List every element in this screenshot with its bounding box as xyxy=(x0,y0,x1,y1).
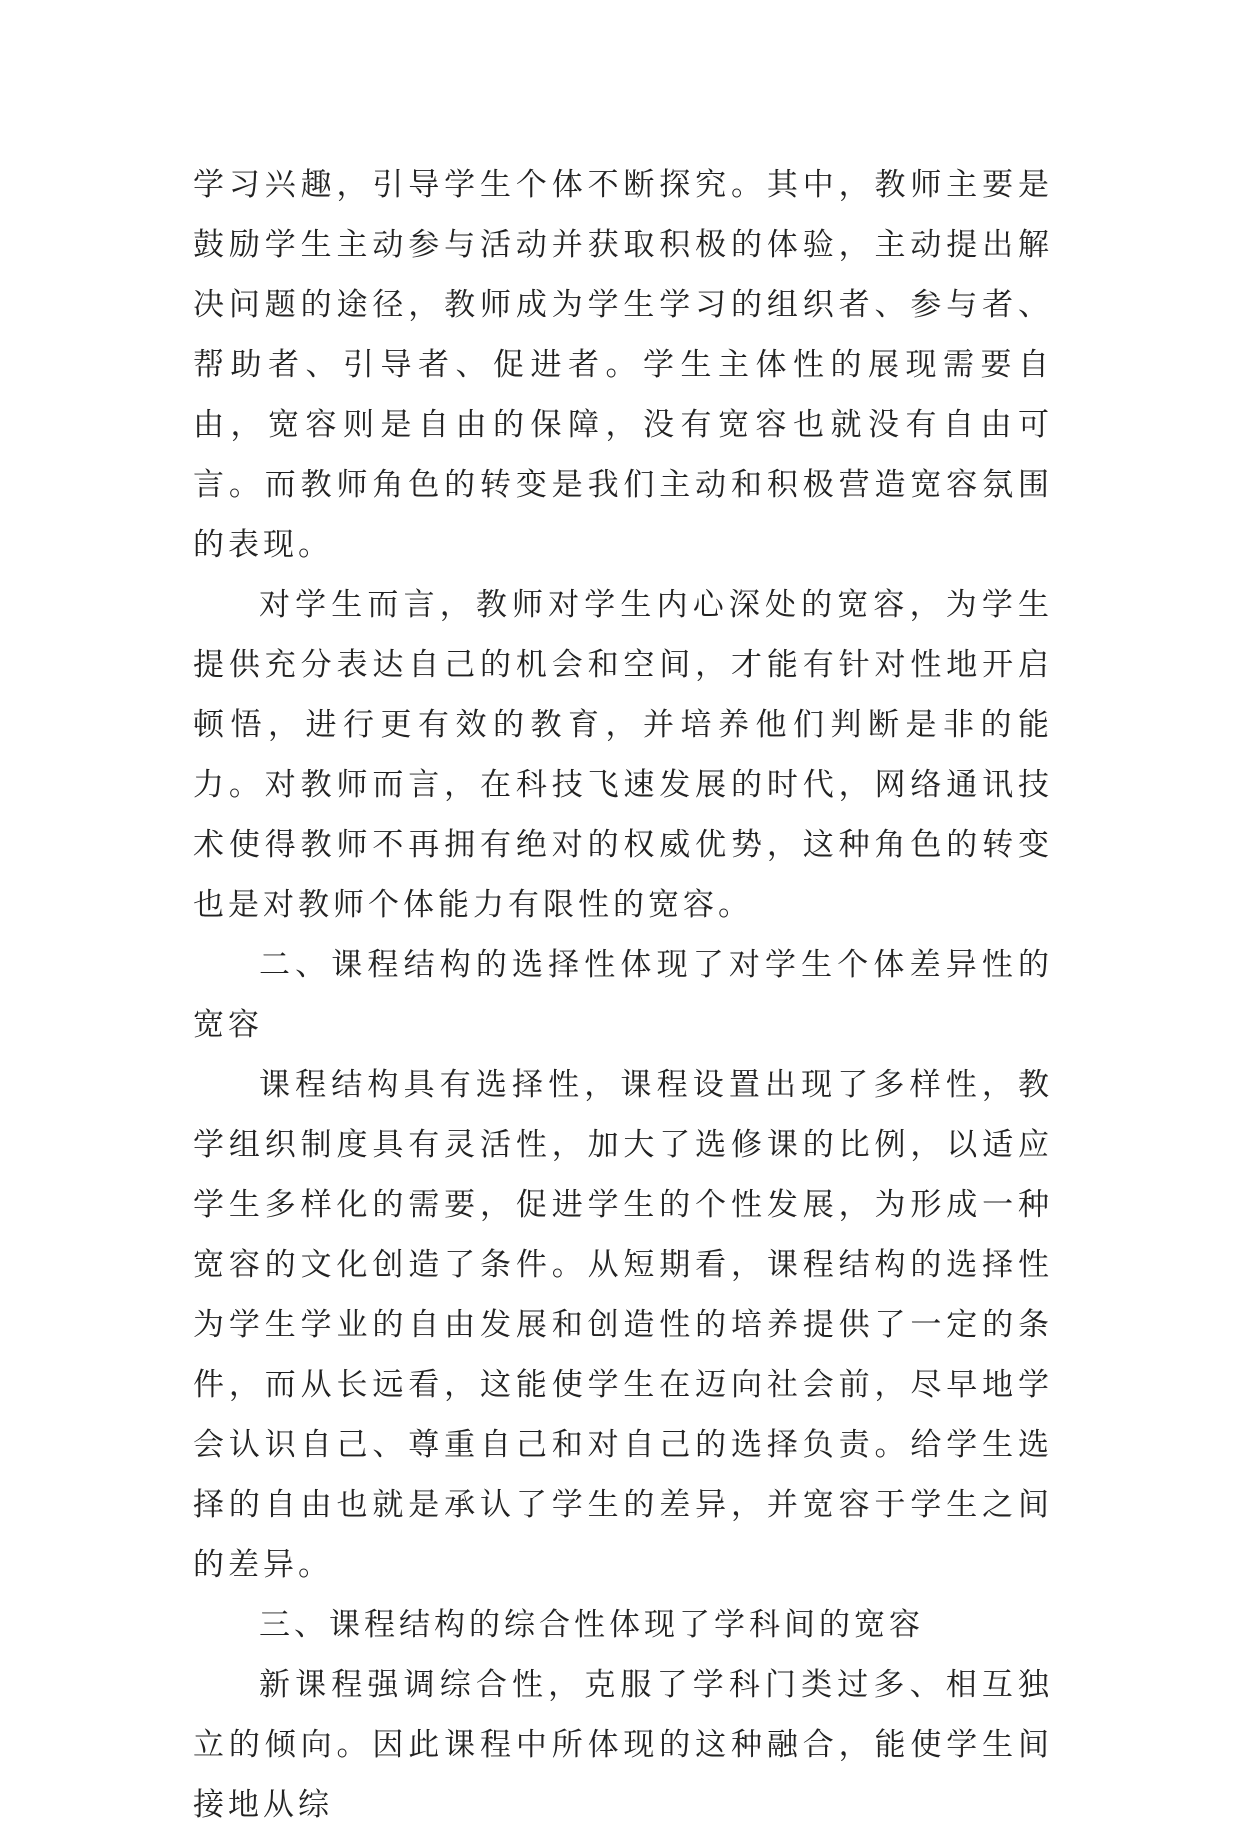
document-body xyxy=(193,155,1053,1835)
section-heading-three: 三、课程结构的综合性体现了学科间的宽容 xyxy=(259,1607,924,1643)
paragraph-course-selectivity: 课程结构具有选择性，课程设置出现了多样性，教学组织制度具有灵活性，加大了选修课的比例，以适应学生多样化的需要，促进学生的个性发展，为形成一种宽容的文化创造了条件。从短期看，课程结构的选择性为学生学业的自由发展和创造性的培养提供了一定的条件，而从长远看，这能使学生在迈向社会前，尽早地学会认识自己、尊重自己和对自己的选择负责。给学生选择的自由也就是承认了学生的差异，并宽容于学生之间的差异。 xyxy=(193,1067,1053,1583)
paragraph-students-teachers: 对学生而言，教师对学生内心深处的宽容，为学生提供充分表达自己的机会和空间，才能有针对性地开启顿悟，进行更有效的教育，并培养他们判断是非的能力。对教师而言，在科技飞速发展的时代，网络通讯技术使得教师不再拥有绝对的权威优势，这种角色的转变也是对教师个体能力有限性的宽容。 xyxy=(193,587,1053,923)
section-heading-two: 二、课程结构的选择性体现了对学生个体差异性的宽容 xyxy=(193,947,1053,1043)
paragraph-course-integration: 新课程强调综合性，克服了学科门类过多、相互独立的倾向。因此课程中所体现的这种融合，能使学生间接地从综 xyxy=(193,1667,1053,1823)
paragraph-continuation: 学习兴趣，引导学生个体不断探究。其中，教师主要是鼓励学生主动参与活动并获取积极的体验，主动提出解决问题的途径，教师成为学生学习的组织者、参与者、帮助者、引导者、促进者。学生主体性的展现需要自由，宽容则是自由的保障，没有宽容也就没有自由可言。而教师角色的转变是我们主动和积极营造宽容氛围的表现。 xyxy=(193,167,1053,563)
